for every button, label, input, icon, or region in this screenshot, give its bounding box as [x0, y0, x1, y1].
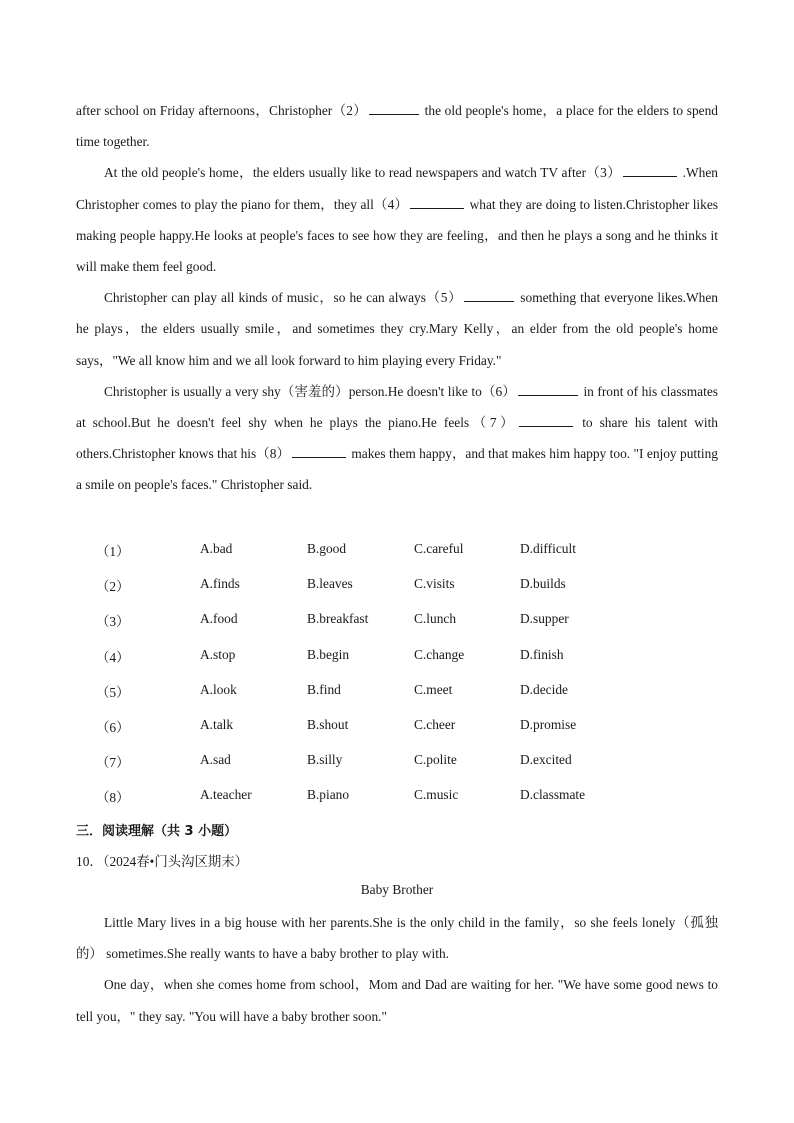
option-b: B.breakfast [307, 611, 369, 627]
option-c: C.meet [414, 681, 453, 697]
passage-text: in front of his classmates at school.But he doesn't feel shy when he plays the piano.He feels（7） [76, 383, 719, 431]
option-b: B.begin [307, 646, 350, 662]
option-row [96, 674, 696, 709]
question-number: （6） [96, 719, 130, 735]
reading-passage [76, 907, 718, 1032]
question-number: （3） [96, 614, 130, 630]
option-c: C.cheer [414, 716, 456, 732]
section-heading: 三．阅读理解（共 3 小题） [76, 824, 238, 839]
passage-text: something that everyone likes.When he plays，the elders usually smile，and sometimes they cry.Mary Kelly，an elder from the old people's home says，"We all know him and we all look forward to him playing every Friday." [76, 290, 718, 368]
passage-text: Christopher is usually a very shy（害羞的）person.He doesn't like to（6） [104, 383, 516, 399]
option-d: D.classmate [520, 787, 586, 803]
option-b: B.find [307, 681, 341, 697]
option-row [96, 709, 696, 744]
option-d: D.excited [520, 752, 572, 768]
blank-3 [623, 162, 677, 177]
option-d: D.difficult [520, 541, 576, 556]
option-b: B.good [307, 541, 347, 556]
story-paragraph-1: Little Mary lives in a big house with her parents.She is the only child in the family，so she feels lonely（孤独的） sometimes.She really wants to have a baby brother to play with. [76, 915, 718, 962]
cloze-passage [76, 95, 718, 501]
option-c: C.change [414, 646, 465, 662]
option-b: B.shout [307, 716, 349, 732]
option-b: B.silly [307, 752, 343, 768]
passage-text: the old people's home，a place for the elders to spend time together. [76, 103, 718, 150]
question-header: 10．（2024春•门头沟区期末） [76, 854, 249, 869]
option-c: C.lunch [414, 611, 457, 627]
option-a: A.sad [200, 752, 231, 768]
story-title: Baby Brother [360, 882, 434, 897]
option-row [96, 568, 696, 603]
question-number: （2） [96, 579, 130, 595]
option-c: C.polite [414, 752, 457, 768]
story-paragraph-2: One day，when she comes home from school，Mom and Dad are waiting for her. "We have some good news to tell you，" they say. "You will have a baby brother soon." [76, 977, 718, 1024]
passage-text: At the old people's home，the elders usually like to read newspapers and watch TV after（3） [104, 165, 621, 181]
passage-text: makes them happy，and that makes him happy too. "I enjoy putting a smile on people's faces." Christopher said. [76, 446, 718, 493]
blank-8 [292, 443, 346, 458]
option-b: B.leaves [307, 576, 353, 592]
option-c: C.visits [414, 576, 455, 592]
question-number: （8） [96, 790, 130, 806]
passage-paragraph-4 [76, 376, 718, 501]
passage-paragraph-1 [76, 95, 718, 157]
option-d: D.finish [520, 646, 564, 662]
passage-text: to share his talent with others.Christopher knows that his（8） [76, 415, 718, 462]
option-a: A.look [200, 681, 237, 697]
option-row [96, 533, 696, 568]
passage-paragraph-3 [76, 282, 718, 376]
passage-text: Christopher can play all kinds of music，so he can always（5） [104, 290, 463, 306]
option-row [96, 639, 696, 674]
option-d: D.promise [520, 716, 577, 732]
passage-paragraph-2 [76, 157, 718, 282]
blank-7 [519, 412, 573, 427]
option-d: D.decide [520, 681, 568, 697]
option-a: A.food [200, 611, 238, 627]
passage-text: what they are doing to listen.Christopher likes making people happy.He looks at people's faces to see how they are feeling，and then he plays a song and he thinks it will make them feel good. [76, 196, 718, 275]
option-c: C.music [414, 787, 459, 803]
option-row [96, 779, 696, 814]
passage-text: .When Christopher comes to play the piano for them，they all（4） [76, 165, 718, 212]
option-a: A.teacher [200, 787, 252, 803]
blank-2 [369, 100, 419, 115]
option-c: C.careful [414, 541, 464, 556]
passage-text: after school on Friday afternoons，Christopher（2） [76, 103, 367, 118]
blank-4 [410, 194, 464, 209]
question-number: （5） [96, 684, 130, 700]
option-d: D.supper [520, 611, 569, 627]
option-row [96, 603, 696, 638]
option-a: A.bad [200, 541, 233, 556]
option-a: A.stop [200, 646, 236, 662]
question-number: （1） [96, 544, 130, 559]
answer-options [96, 533, 696, 815]
option-d: D.builds [520, 576, 566, 592]
blank-5 [464, 287, 514, 302]
question-number: （7） [96, 755, 130, 771]
option-row [96, 744, 696, 779]
option-a: A.talk [200, 716, 234, 732]
option-b: B.piano [307, 787, 350, 803]
question-number: （4） [96, 649, 130, 665]
option-a: A.finds [200, 576, 240, 592]
blank-6 [518, 381, 578, 396]
